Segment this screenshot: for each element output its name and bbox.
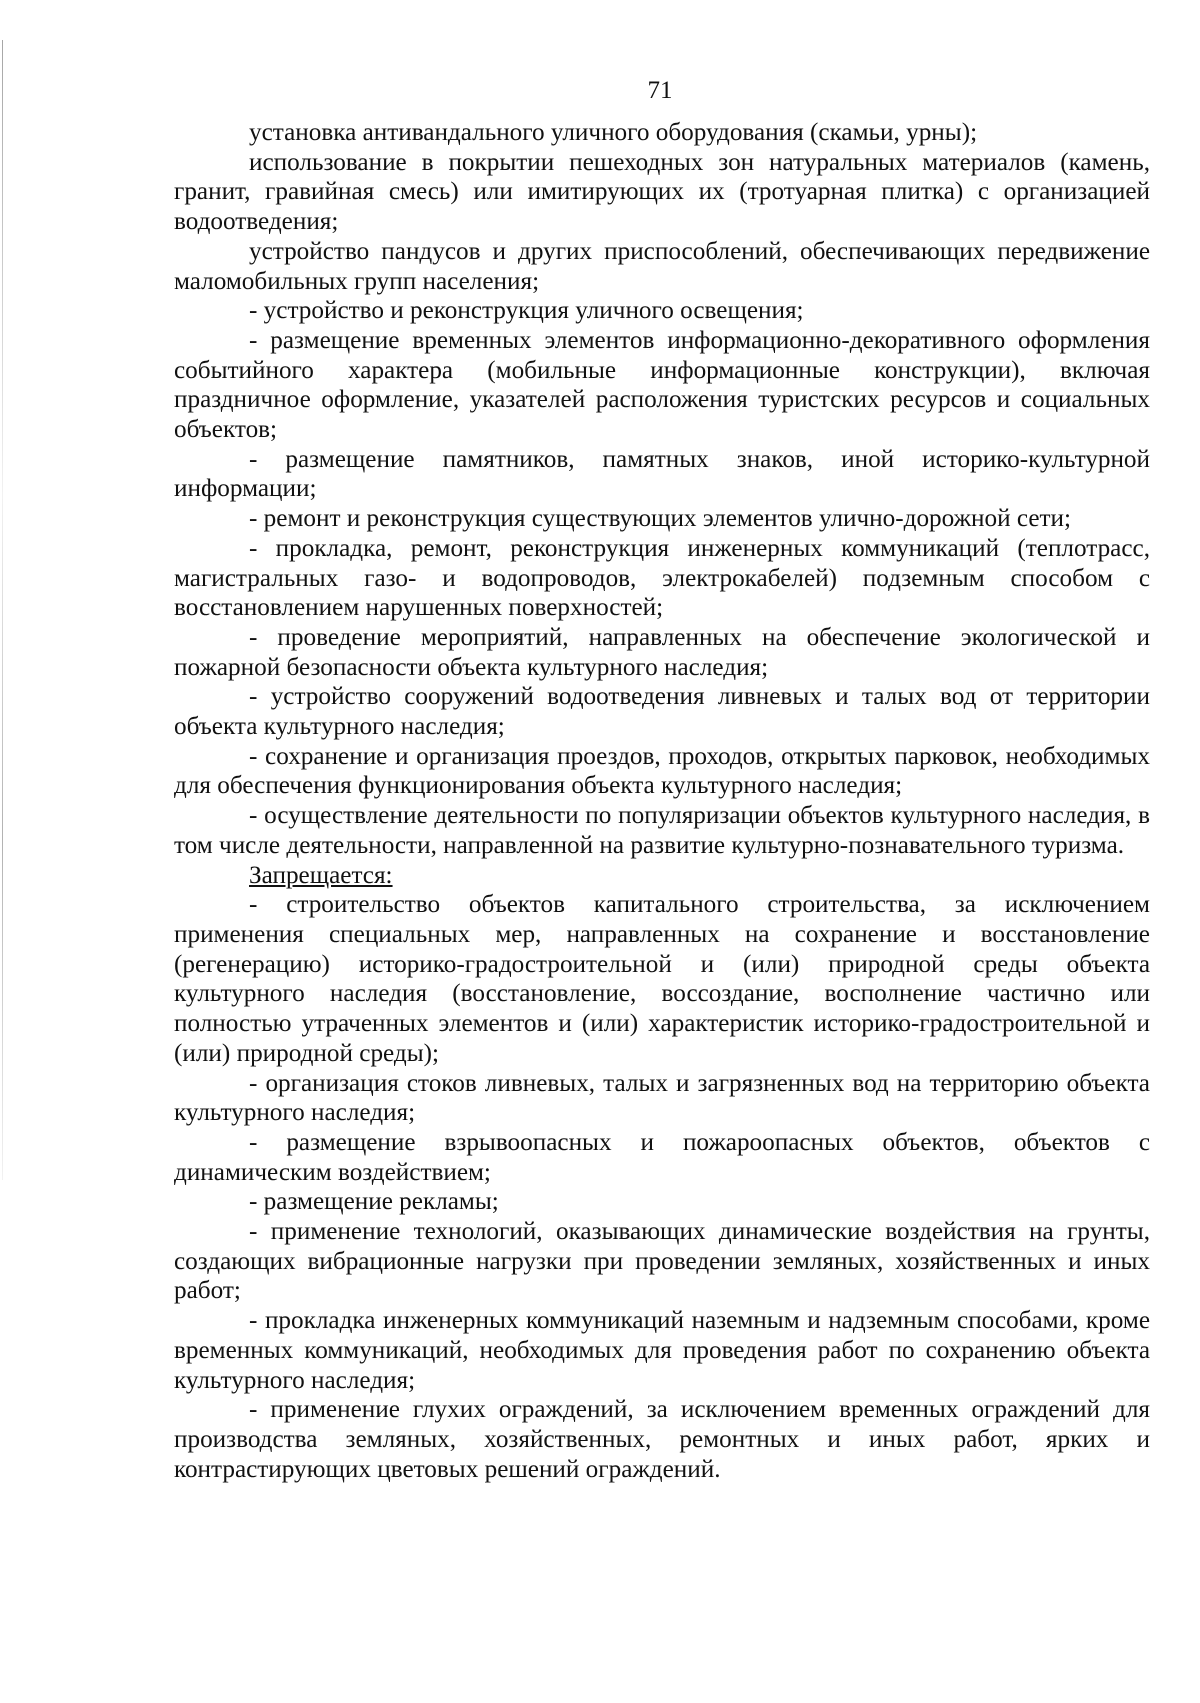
prohibited-item: - прокладка инженерных коммуникаций наземным и надземным способами, кроме временных коммуникаций, необходимых для проведения работ по сохранению объекта культурного наследия; [174,1307,1150,1394]
list-item: - сохранение и организация проездов, проходов, открытых парковок, необходимых для обеспечения функционирования объекта культурного наследия; [174,742,1150,800]
list-item: - устройство сооружений водоотведения ливневых и талых вод от территории объекта культурного наследия; [174,683,1150,741]
list-item: - размещение памятников, памятных знаков, иной историко-культурной информации; [174,445,1150,503]
prohibited-item: - строительство объектов капитального строительства, за исключением применения специальных мер, направленных на сохранение и восстановление (регенерацию) историко-градостроительной и (или) природной среды объекта культурного наследия (восстановление, воссоздание, восполнение частично или полностью утраченных элементов и (или) характеристик историко-градостроительной и (или) природной среды); [174,891,1150,1067]
list-item: - осуществление деятельности по популяризации объектов культурного наследия, в том числе деятельности, направленной на развитие культурно-познавательного туризма. [174,802,1150,859]
section-heading-prohibited: Запрещается: [249,861,393,889]
page-number: 71 [647,77,673,104]
paragraph: использование в покрытии пешеходных зон натуральных материалов (камень, гранит, гравийная смесь) или имитирующих их (тротуарная плитка) с организацией водоотведения; [174,148,1150,236]
prohibited-item: - организация стоков ливневых, талых и загрязненных вод на территорию объекта культурного наследия; [174,1069,1150,1127]
prohibited-item: - применение глухих ограждений, за исключением временных ограждений для производства земляных, хозяйственных, ремонтных и иных работ, ярких и контрастирующих цветовых решений ограждений. [174,1396,1150,1483]
prohibited-item: - размещение взрывоопасных и пожароопасных объектов, объектов с динамическим воздействием; [174,1128,1150,1186]
list-item: - проведение мероприятий, направленных на обеспечение экологической и пожарной безопасности объекта культурного наследия; [174,623,1150,681]
list-item: - размещение временных элементов информационно-декоративного оформления событийного характера (мобильные информационные конструкции), включая праздничное оформление, указателей расположения туристских ресурсов и социальных объектов; [174,326,1150,444]
prohibited-item: - размещение рекламы; [249,1188,499,1216]
list-item: - ремонт и реконструкция существующих элементов улично-дорожной сети; [249,505,1072,533]
paragraph: устройство пандусов и других приспособлений, обеспечивающих передвижение маломобильных групп населения; [174,237,1150,295]
list-item: - прокладка, ремонт, реконструкция инженерных коммуникаций (теплотрасс, магистральных газо- и водопроводов, электрокабелей) подземным способом с восстановлением нарушенных поверхностей; [174,534,1150,622]
list-item: - устройство и реконструкция уличного освещения; [249,297,804,325]
scan-edge-shadow [2,40,3,1180]
paragraph: установка антивандального уличного оборудования (скамьи, урны); [249,119,978,146]
document-body [174,118,1150,1484]
prohibited-item: - применение технологий, оказывающих динамические воздействия на грунты, создающих вибрационные нагрузки при проведении земляных, хозяйственных и иных работ; [174,1218,1150,1305]
